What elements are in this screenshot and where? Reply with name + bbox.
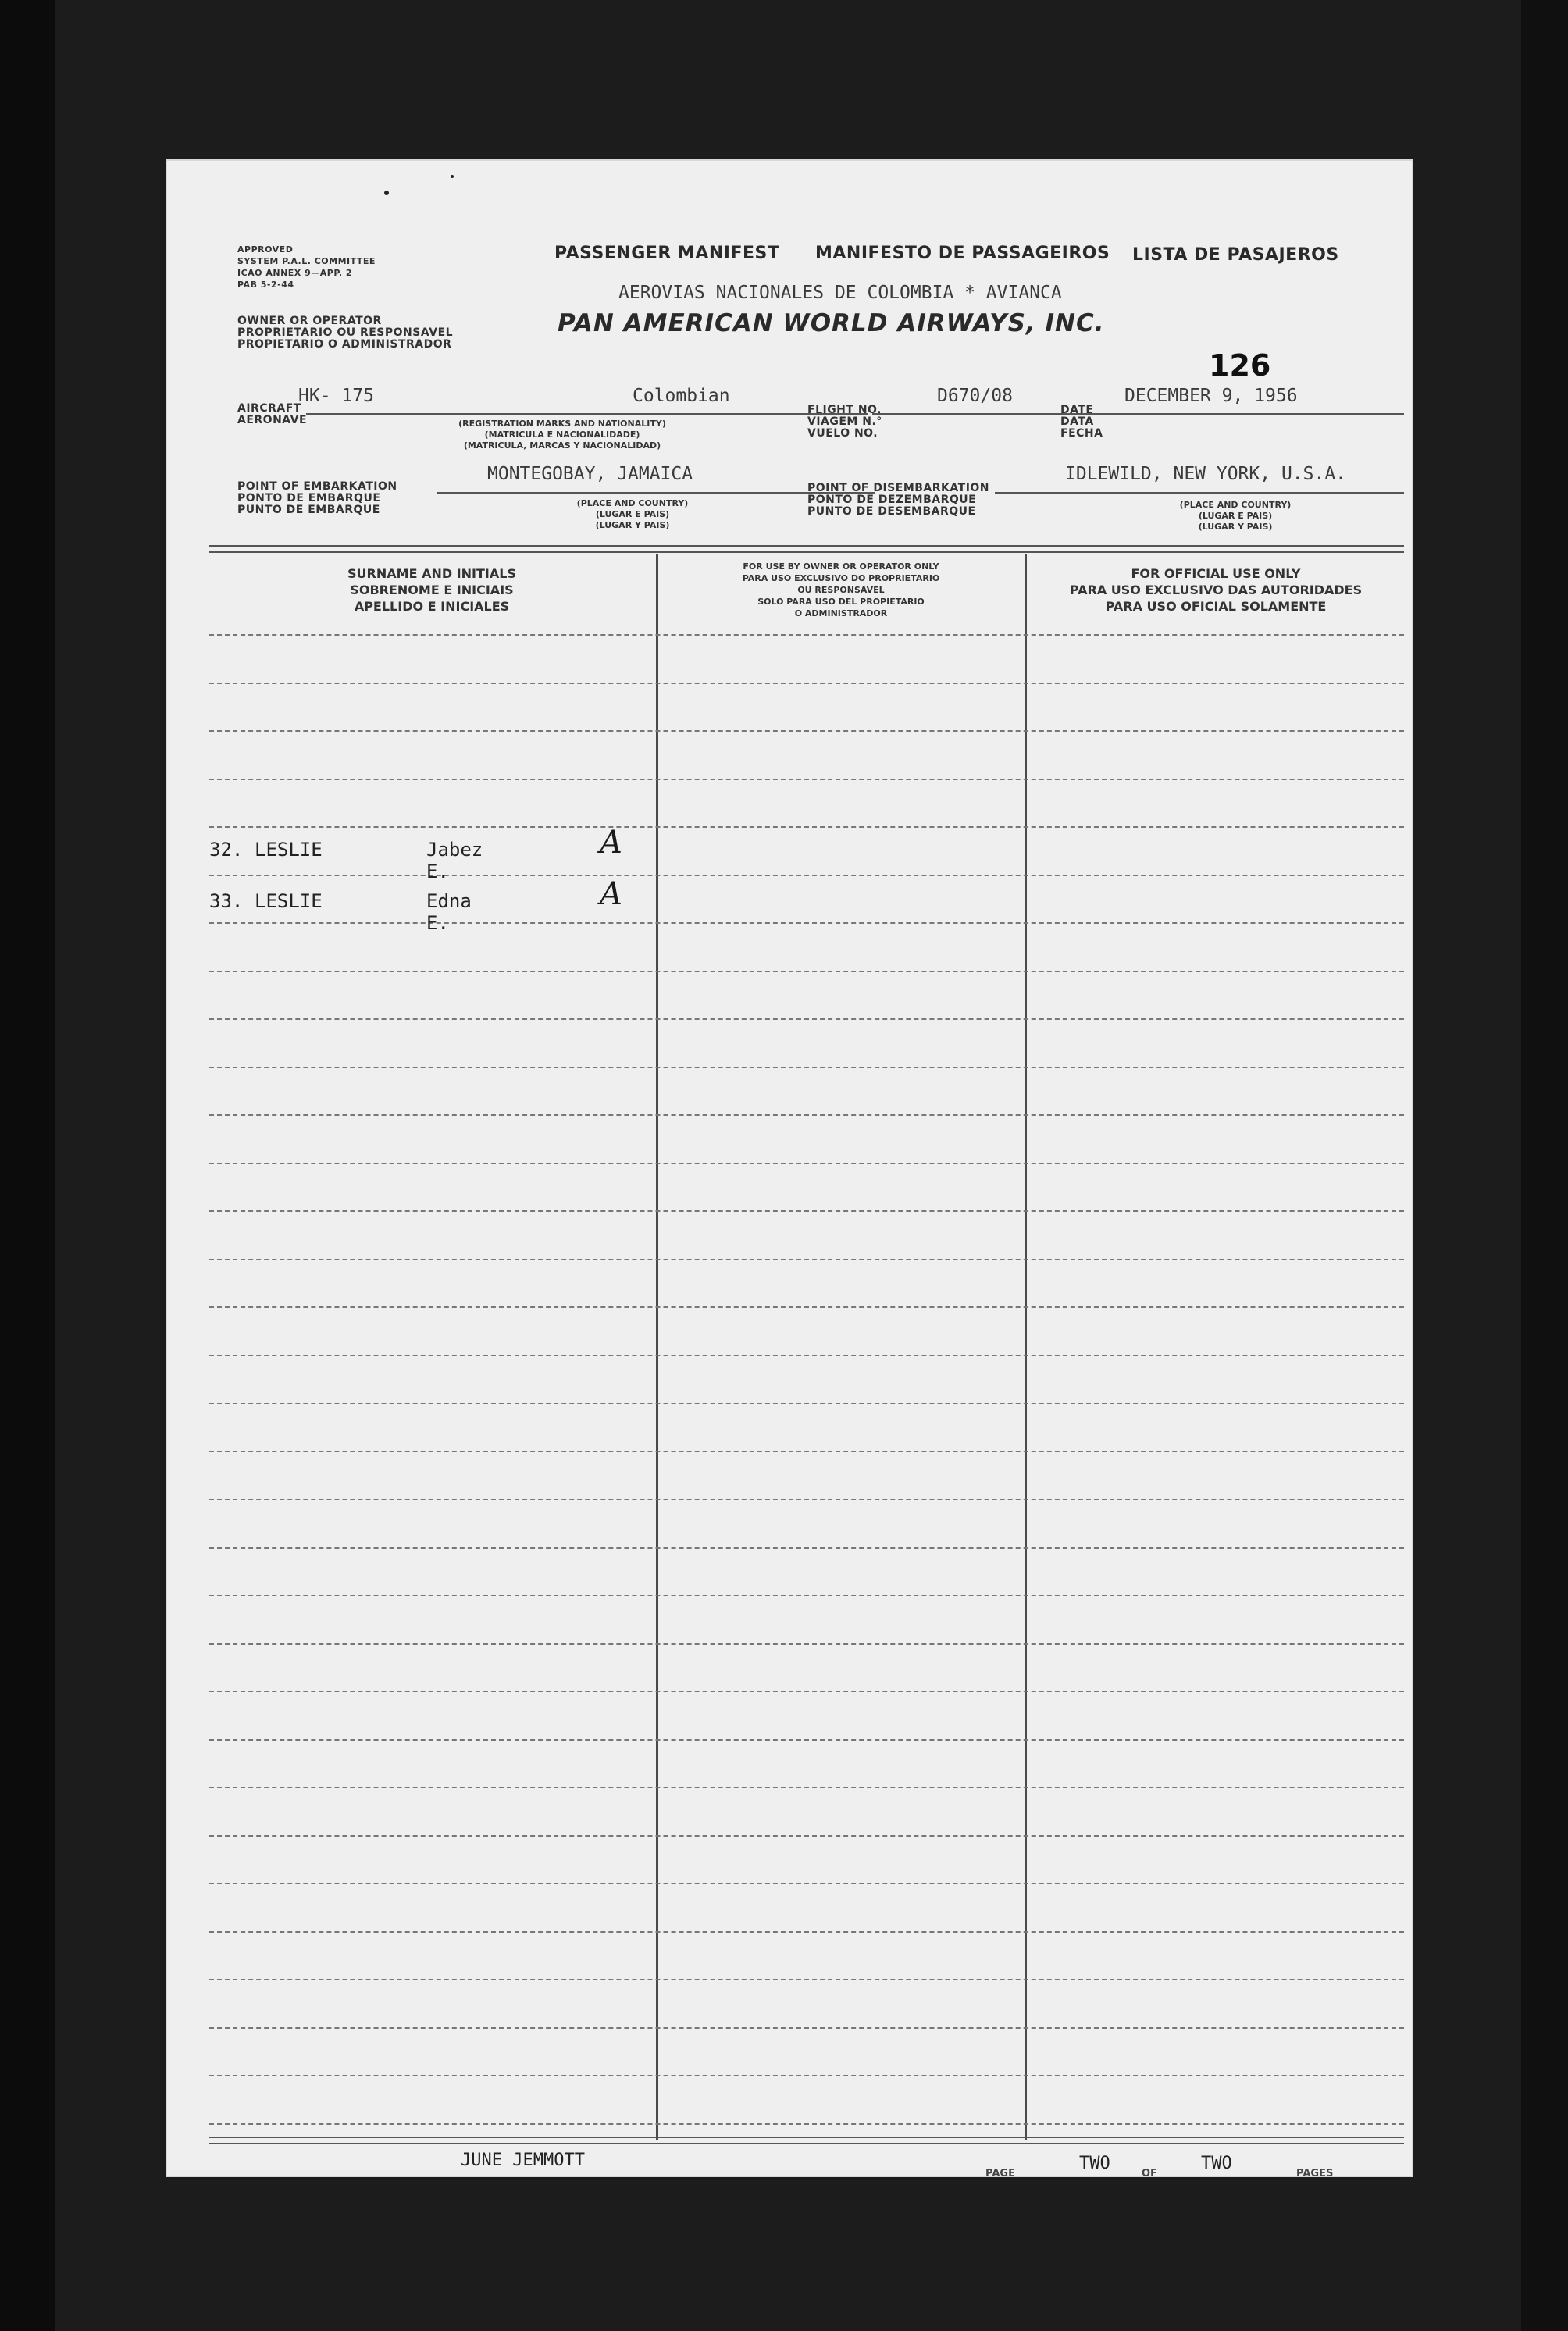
disembarkation-label-en: POINT OF DISEMBARKATION xyxy=(807,482,990,494)
embarkation-label-pt: PONTO DE EMBARQUE xyxy=(237,492,381,504)
row-rule xyxy=(209,1403,1404,1404)
approval-line: PAB 5-2-44 xyxy=(237,280,294,290)
flight-label-pt: VIAGEM N.° xyxy=(807,415,882,428)
flight-number: D670/08 xyxy=(937,386,1013,406)
row-rule xyxy=(209,1787,1404,1788)
owner-typed-name: AEROVIAS NACIONALES DE COLOMBIA * AVIANCA xyxy=(618,283,1062,303)
approval-line: ICAO ANNEX 9—APP. 2 xyxy=(237,268,353,278)
row-rule xyxy=(209,1739,1404,1741)
scan-border-left xyxy=(0,0,55,2331)
embarkation-sublabel xyxy=(531,498,734,531)
row-rule xyxy=(209,1979,1404,1980)
disembarkation-sub-pt: (LUGAR E PAIS) xyxy=(1198,511,1273,521)
disembarkation-place: IDLEWILD, NEW YORK, U.S.A. xyxy=(1065,464,1347,484)
aircraft-label xyxy=(237,403,307,426)
row-rule xyxy=(209,1931,1404,1933)
row-rule xyxy=(209,683,1404,684)
title-spanish: LISTA DE PASAJEROS xyxy=(1132,245,1339,265)
of-label: OF xyxy=(1142,2168,1157,2180)
disembarkation-sub-en: (PLACE AND COUNTRY) xyxy=(1179,500,1292,510)
column-header-line: PARA USO EXCLUSIVO DAS AUTORIDADES xyxy=(1069,583,1363,597)
passenger-given-name: Edna E. xyxy=(426,890,472,934)
row-rule xyxy=(209,1547,1404,1549)
row-rule xyxy=(209,1691,1404,1692)
aircraft-sub-en: (REGISTRATION MARKS AND NATIONALITY) xyxy=(458,419,666,429)
flight-date: DECEMBER 9, 1956 xyxy=(1124,386,1298,406)
row-rule xyxy=(209,1306,1404,1308)
aircraft-underline xyxy=(306,413,868,415)
row-rule xyxy=(209,1163,1404,1164)
disembarkation-sublabel xyxy=(1142,500,1329,533)
column-header-line: PARA USO EXCLUSIVO DO PROPRIETARIO xyxy=(742,573,940,583)
column-header-line: O ADMINISTRADOR xyxy=(794,608,888,618)
row-rule xyxy=(209,1451,1404,1452)
manifest-sheet xyxy=(166,159,1413,2180)
aircraft-sub-es: (MATRICULA, MARCAS Y NACIONALIDAD) xyxy=(463,440,661,451)
row-rule xyxy=(209,2027,1404,2029)
title-english: PASSENGER MANIFEST xyxy=(554,244,780,263)
flight-label-en: FLIGHT NO. xyxy=(807,404,882,416)
row-rule xyxy=(209,922,1404,924)
row-rule xyxy=(209,1643,1404,1645)
page-number: 126 xyxy=(1209,348,1271,383)
row-rule xyxy=(209,1067,1404,1068)
flight-label xyxy=(807,405,882,440)
row-rule xyxy=(209,2123,1404,2125)
embarkation-sub-en: (PLACE AND COUNTRY) xyxy=(576,498,689,508)
aircraft-label-es: AERONAVE xyxy=(237,414,308,426)
row-rule xyxy=(209,1355,1404,1356)
approval-line: APPROVED xyxy=(237,244,294,255)
column-divider xyxy=(656,554,658,2140)
column-header-line: FOR OFFICIAL USE ONLY xyxy=(1131,566,1301,581)
passenger-handwritten-mark: A xyxy=(600,876,622,912)
aircraft-nationality: Colombian xyxy=(633,386,730,406)
scan-border-right xyxy=(1521,0,1568,2331)
row-rule xyxy=(209,1210,1404,1212)
row-rule xyxy=(209,971,1404,972)
title-portuguese: MANIFESTO DE PASSAGEIROS xyxy=(815,244,1110,263)
row-rule xyxy=(209,1595,1404,1596)
disembarkation-label-pt: PONTO DE DEZEMBARQUE xyxy=(807,494,977,506)
passenger-number: 32. xyxy=(209,839,244,861)
row-rule xyxy=(209,1018,1404,1020)
column-header-official xyxy=(1028,565,1404,615)
passenger-given-name: Jabez E. xyxy=(426,839,483,882)
embarkation-sub-es: (LUGAR Y PAIS) xyxy=(595,520,670,530)
approval-block xyxy=(237,244,376,290)
column-header-line: SOBRENOME E INICIAIS xyxy=(350,583,514,597)
column-header-line: FOR USE BY OWNER OR OPERATOR ONLY xyxy=(743,561,939,572)
page-label: PAGE xyxy=(985,2168,1015,2180)
row-rule xyxy=(209,826,1404,828)
column-header-line: SOLO PARA USO DEL PROPIETARIO xyxy=(757,597,925,607)
passenger-handwritten-mark: A xyxy=(600,825,622,861)
table-top-rule xyxy=(209,545,1404,553)
passenger-surname: LESLIE xyxy=(255,890,323,912)
column-header-line: PARA USO OFICIAL SOLAMENTE xyxy=(1105,599,1327,614)
column-header-line: SURNAME AND INITIALS xyxy=(347,566,516,581)
date-label-en: DATE xyxy=(1060,404,1094,416)
date-label-pt: DATA xyxy=(1060,415,1094,428)
date-label-es: FECHA xyxy=(1060,427,1103,440)
disembarkation-label-es: PUNTO DE DESEMBARQUE xyxy=(807,505,976,518)
row-rule xyxy=(209,634,1404,636)
embarkation-sub-pt: (LUGAR E PAIS) xyxy=(595,509,670,519)
owner-label xyxy=(237,315,453,351)
date-underline xyxy=(1095,413,1404,415)
flight-label-es: VUELO NO. xyxy=(807,427,878,440)
column-header-line: APELLIDO E INICIALES xyxy=(354,599,510,614)
date-label xyxy=(1060,405,1103,440)
column-header-operator xyxy=(659,561,1023,619)
row-rule xyxy=(209,875,1404,876)
row-rule xyxy=(209,2075,1404,2076)
table-bottom-rule xyxy=(209,2137,1404,2144)
pages-label: PAGES xyxy=(1296,2168,1334,2180)
column-header-surname xyxy=(209,565,654,615)
aircraft-sublabel xyxy=(406,419,718,451)
row-rule xyxy=(209,1114,1404,1116)
column-header-line: OU RESPONSAVEL xyxy=(797,585,885,595)
embarkation-place: MONTEGOBAY, JAMAICA xyxy=(487,464,693,484)
embarkation-label-es: PUNTO DE EMBARQUE xyxy=(237,504,380,516)
row-rule xyxy=(209,779,1404,780)
row-rule xyxy=(209,730,1404,732)
embarkation-label xyxy=(237,481,397,516)
owner-label-en: OWNER OR OPERATOR xyxy=(237,315,382,327)
owner-label-es: PROPIETARIO O ADMINISTRADOR xyxy=(237,338,452,351)
row-rule xyxy=(209,1883,1404,1884)
disembarkation-label xyxy=(807,483,989,518)
row-rule xyxy=(209,1499,1404,1500)
page-value: TWO xyxy=(1079,2154,1110,2173)
total-pages-value: TWO xyxy=(1201,2154,1232,2173)
approval-line: SYSTEM P.A.L. COMMITTEE xyxy=(237,256,376,266)
aircraft-label-en: AIRCRAFT xyxy=(237,402,301,415)
aircraft-registration: HK- 175 xyxy=(298,386,374,406)
passenger-number: 33. xyxy=(209,890,244,912)
speck xyxy=(451,175,454,178)
embarkation-label-en: POINT OF EMBARKATION xyxy=(237,480,397,493)
row-rule xyxy=(209,1835,1404,1837)
row-rule xyxy=(209,1259,1404,1260)
signature: JUNE JEMMOTT xyxy=(461,2151,585,2170)
passenger-surname: LESLIE xyxy=(255,839,323,861)
speck xyxy=(384,191,389,195)
disembarkation-sub-es: (LUGAR Y PAIS) xyxy=(1198,522,1273,532)
disembarkation-underline xyxy=(995,492,1404,494)
owner-label-pt: PROPRIETARIO OU RESPONSAVEL xyxy=(237,326,454,339)
column-divider xyxy=(1025,554,1027,2140)
aircraft-sub-pt: (MATRICULA E NACIONALIDADE) xyxy=(484,429,640,440)
operator-stamp: PAN AMERICAN WORLD AIRWAYS, INC. xyxy=(558,309,1105,337)
